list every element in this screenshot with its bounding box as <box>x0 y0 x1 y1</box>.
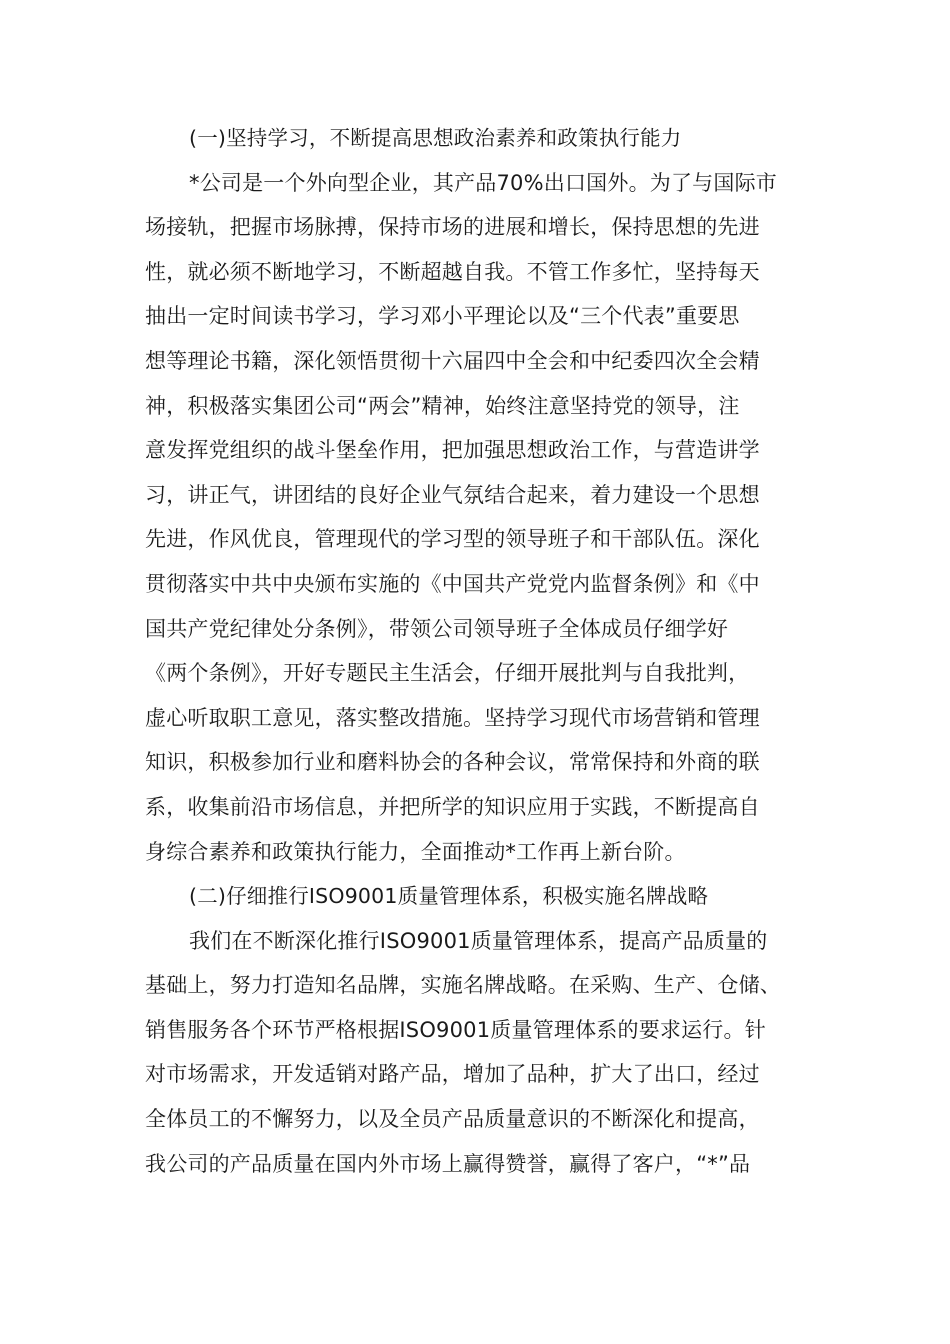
paragraph-line: 销售服务各个环节严格根据ISO9001质量管理体系的要求运行。针 <box>145 1017 766 1042</box>
paragraph-line: 我们在不断深化推行ISO9001质量管理体系，提高产品质量的 <box>189 928 768 953</box>
paragraph-line: 性，就必须不断地学习，不断超越自我。不管工作多忙，坚持每天 <box>145 259 760 284</box>
document-body <box>145 116 810 1186</box>
paragraph-line: 意发挥党组织的战斗堡垒作用，把加强思想政治工作，与营造讲学 <box>145 438 760 463</box>
section-heading-2: (二)仔细推行ISO9001质量管理体系，积极实施名牌战略 <box>189 884 709 909</box>
paragraph-line: 习，讲正气，讲团结的良好企业气氛结合起来，着力建设一个思想 <box>145 482 760 507</box>
paragraph-line: *公司是一个外向型企业，其产品70%出口国外。为了与国际市 <box>189 170 777 195</box>
section-heading-1: (一)坚持学习，不断提高思想政治素养和政策执行能力 <box>189 126 682 150</box>
paragraph-line: 想等理论书籍，深化领悟贯彻十六届四中全会和中纪委四次全会精 <box>145 348 760 373</box>
paragraph-line: 抽出一定时间读书学习，学习邓小平理论以及“三个代表”重要思 <box>145 304 740 329</box>
paragraph-line: 神，积极落实集团公司“两会”精神，始终注意坚持党的领导，注 <box>145 393 740 418</box>
paragraph-line: 对市场需求，开发适销对路产品，增加了品种，扩大了出口，经过 <box>145 1062 760 1087</box>
paragraph-line: 全体员工的不懈努力，以及全员产品质量意识的不断深化和提高， <box>145 1107 760 1132</box>
paragraph-line: 虚心听取职工意见，落实整改措施。坚持学习现代市场营销和管理 <box>145 705 760 730</box>
paragraph-line: 我公司的产品质量在国内外市场上赢得赞誉，赢得了客户，“*”品 <box>145 1151 751 1176</box>
paragraph-line: 系，收集前沿市场信息，并把所学的知识应用于实践，不断提高自 <box>145 794 760 819</box>
paragraph-line: 《两个条例》，开好专题民主生活会，仔细开展批判与自我批判， <box>145 661 750 686</box>
paragraph-line: 身综合素养和政策执行能力，全面推动*工作再上新台阶。 <box>145 839 686 864</box>
paragraph-line: 基础上，努力打造知名品牌，实施名牌战略。在采购、生产、仓储、 <box>145 973 781 998</box>
paragraph-line: 知识，积极参加行业和磨料协会的各种会议，常常保持和外商的联 <box>145 750 760 775</box>
paragraph-line: 贯彻落实中共中央颁布实施的《中国共产党党内监督条例》和《中 <box>145 571 760 596</box>
paragraph-line: 先进，作风优良，管理现代的学习型的领导班子和干部队伍。深化 <box>145 527 760 552</box>
paragraph-line: 国共产党纪律处分条例》，带领公司领导班子全体成员仔细学好 <box>145 616 729 641</box>
paragraph-line: 场接轨，把握市场脉搏，保持市场的进展和增长，保持思想的先进 <box>145 215 760 240</box>
